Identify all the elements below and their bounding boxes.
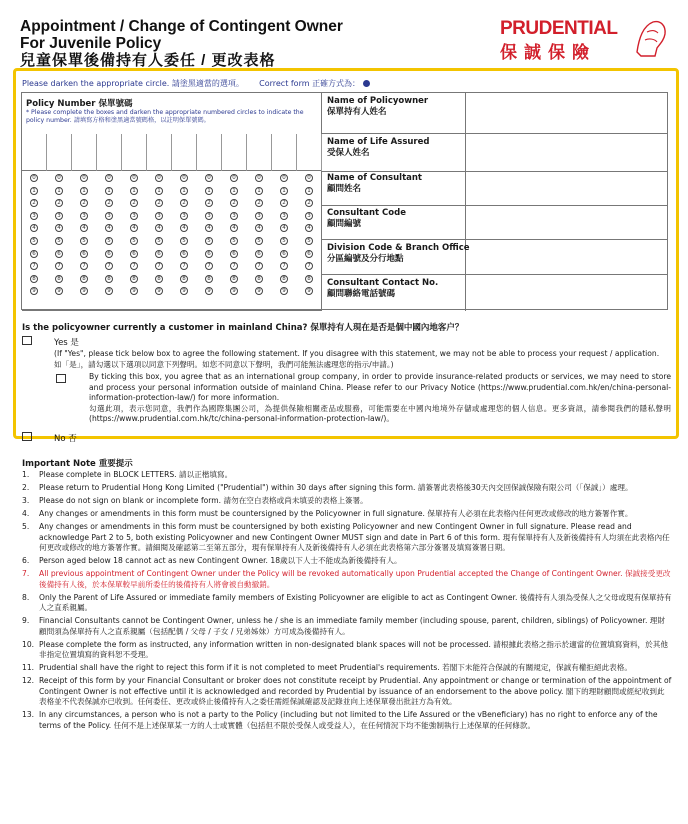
form-title-en-2: For Juvenile Policy — [20, 35, 162, 52]
life-assured-label-en: Name of Life Assured — [327, 137, 430, 147]
digit-bubble[interactable]: 6 — [180, 250, 188, 258]
digit-bubble[interactable]: 9 — [230, 287, 238, 295]
note-text: Any changes or amendments in this form must be countersigned by the Policyowner in full signature. 保單持有人必須在此表格內任何更改或修改的地方簽署作實。 — [39, 509, 633, 518]
note-number: 9. — [22, 616, 30, 625]
note-text: Please complete the form as instructed, any information written in non-designated blank spaces will not be processed. 請根據此表格之指示於適當的位置填寫資料，於其他非指定位置填寫的資料恕不受理。 — [39, 639, 668, 659]
digit-bubble[interactable]: 1 — [80, 187, 88, 195]
digit-bubble[interactable]: 0 — [155, 174, 163, 182]
digit-bubble[interactable]: 7 — [80, 262, 88, 270]
digit-bubble[interactable]: 4 — [280, 224, 288, 232]
digit-bubble[interactable]: 4 — [30, 224, 38, 232]
digit-bubble[interactable]: 4 — [105, 224, 113, 232]
important-note-item — [22, 593, 672, 614]
digit-bubble[interactable]: 5 — [80, 237, 88, 245]
digit-bubble[interactable]: 5 — [255, 237, 263, 245]
digit-bubble[interactable]: 9 — [80, 287, 88, 295]
digit-bubble[interactable]: 6 — [105, 250, 113, 258]
note-number: 2. — [22, 483, 30, 492]
digit-bubble[interactable]: 7 — [30, 262, 38, 270]
digit-box[interactable] — [297, 134, 322, 171]
digit-bubble[interactable]: 9 — [30, 287, 38, 295]
digit-bubble[interactable]: 7 — [105, 262, 113, 270]
consent-cn: 勾選此項，表示您同意，我們作為國際集團公司，為提供保險相關產品或服務，可能需要在中國內地境外存儲或處理您的個人信息。更多資訊，請參閱我們的隱私聲明 (https://www.prudential.com.hk/tc/china-personal-information-protection-law/)。 — [89, 403, 671, 423]
digit-bubble[interactable]: 6 — [205, 250, 213, 258]
life-assured-label — [327, 137, 429, 159]
important-note-item — [22, 496, 672, 507]
digit-bubble[interactable]: 8 — [230, 275, 238, 283]
note-text: Please return to Prudential Hong Kong Limited ("Prudential") within 30 days after signing this form. 請簽署此表格後30天內交回保誠保險有限公司（「保誠」）處理。 — [39, 483, 633, 492]
note-text: Person aged below 18 cannot act as new Contingent Owner. 18歲以下人士不能成為新後備持有人。 — [39, 556, 402, 565]
digit-box[interactable] — [272, 134, 297, 171]
important-note-item — [22, 483, 672, 494]
field-divider — [465, 93, 466, 311]
digit-bubble[interactable]: 2 — [130, 199, 138, 207]
digit-bubble[interactable]: 7 — [205, 262, 213, 270]
note-text: In any circumstances, a person who is not a party to the Policy (including but not limited to the Life Assured or the vBeneficiary) has no right to enforce any of the terms of the Policy. 任何不是上述保單某一方的人士或實體（包括但不限於受保人或受益人），在任何情況下均不能強制執行上述保單的任何條款。 — [39, 710, 658, 730]
digit-bubble[interactable]: 4 — [80, 224, 88, 232]
consultant-label — [327, 173, 422, 195]
digit-bubble[interactable]: 7 — [155, 262, 163, 270]
digit-bubble[interactable]: 3 — [230, 212, 238, 220]
prudential-logo — [500, 18, 670, 63]
policyowner-label-en: Name of Policyowner — [327, 96, 429, 106]
digit-bubble[interactable]: 7 — [280, 262, 288, 270]
digit-bubble[interactable]: 3 — [180, 212, 188, 220]
note-number: 13. — [22, 710, 35, 719]
digit-box[interactable] — [172, 134, 197, 171]
digit-box[interactable] — [97, 134, 122, 171]
logo-brand: PRUDENTIAL — [500, 18, 618, 39]
policy-grid — [21, 92, 668, 310]
digit-bubble[interactable]: 0 — [305, 174, 313, 182]
digit-bubble[interactable]: 1 — [180, 187, 188, 195]
digit-bubble[interactable]: 9 — [155, 287, 163, 295]
note-number: 8. — [22, 592, 30, 602]
digit-bubble[interactable]: 6 — [305, 250, 313, 258]
digit-bubble[interactable]: 0 — [80, 174, 88, 182]
policyowner-label — [327, 96, 428, 118]
digit-bubble[interactable]: 5 — [280, 237, 288, 245]
digit-bubble[interactable]: 3 — [155, 212, 163, 220]
field-rule — [322, 239, 668, 240]
note-text: Please do not sign on blank or incomplete form. 請勿在空白表格或尚未填妥的表格上簽署。 — [39, 496, 368, 505]
form-title-cn: 兒童保單後備持有人委任 / 更改表格 — [20, 52, 276, 69]
digit-bubble[interactable]: 8 — [205, 275, 213, 283]
digit-bubble[interactable]: 9 — [55, 287, 63, 295]
digit-bubble[interactable]: 7 — [130, 262, 138, 270]
correct-form-text: Correct form 正確方式為： — [259, 79, 361, 88]
digit-bubble[interactable]: 1 — [155, 187, 163, 195]
digit-bubble[interactable]: 2 — [305, 199, 313, 207]
digit-bubble[interactable]: 5 — [155, 237, 163, 245]
important-note-item — [22, 522, 672, 554]
digit-bubble[interactable]: 8 — [305, 275, 313, 283]
digit-bubble[interactable]: 4 — [130, 224, 138, 232]
consultant-code-label-en: Consultant Code — [327, 208, 406, 218]
digit-bubble[interactable]: 2 — [155, 199, 163, 207]
contact-label — [327, 278, 438, 300]
note-text: All previous appointment of Contingent Owner under the Policy will be revoked automatically upon Prudential accepted the Change of Contingent Owner. 保誠接受更改後備持有人後，於本保單較早前所委任的後備持有人將會被自動撤銷。 — [39, 569, 671, 589]
important-note-item — [22, 616, 672, 637]
digit-bubble[interactable]: 2 — [205, 199, 213, 207]
consultant-code-label — [327, 208, 406, 230]
digit-bubble[interactable]: 1 — [30, 187, 38, 195]
digit-bubble[interactable]: 8 — [280, 275, 288, 283]
digit-box[interactable] — [147, 134, 172, 171]
digit-bubble[interactable]: 3 — [130, 212, 138, 220]
field-rule — [322, 274, 668, 275]
digit-bubble[interactable]: 5 — [30, 237, 38, 245]
digit-bubble[interactable]: 2 — [280, 199, 288, 207]
digit-box[interactable] — [72, 134, 97, 171]
rock-icon — [633, 18, 669, 58]
digit-bubble[interactable]: 7 — [180, 262, 188, 270]
digit-bubble[interactable]: 9 — [180, 287, 188, 295]
digit-bubble[interactable]: 5 — [305, 237, 313, 245]
digit-bubble[interactable]: 3 — [280, 212, 288, 220]
digit-bubble[interactable]: 3 — [80, 212, 88, 220]
digit-bubble[interactable]: 9 — [205, 287, 213, 295]
important-note-item — [22, 640, 672, 661]
digit-bubble[interactable]: 3 — [205, 212, 213, 220]
form-title — [20, 18, 343, 69]
digit-bubble[interactable]: 3 — [255, 212, 263, 220]
consent-checkbox[interactable] — [56, 374, 66, 383]
digit-bubble[interactable]: 0 — [105, 174, 113, 182]
digit-bubble[interactable]: 8 — [155, 275, 163, 283]
digit-bubble[interactable]: 4 — [305, 224, 313, 232]
digit-bubble[interactable]: 6 — [255, 250, 263, 258]
digit-bubble[interactable]: 8 — [180, 275, 188, 283]
digit-bubble[interactable]: 8 — [30, 275, 38, 283]
digit-bubble[interactable]: 2 — [230, 199, 238, 207]
digit-bubble[interactable]: 4 — [155, 224, 163, 232]
division-label — [327, 243, 470, 265]
contact-label-cn: 顧問聯絡電話號碼 — [327, 289, 396, 299]
digit-bubble[interactable]: 5 — [55, 237, 63, 245]
digit-bubble[interactable]: 0 — [205, 174, 213, 182]
note-number: 10. — [22, 639, 35, 649]
note-number: 5. — [22, 522, 30, 531]
digit-bubble[interactable]: 1 — [130, 187, 138, 195]
yes-checkbox[interactable] — [22, 336, 32, 345]
digit-box[interactable] — [122, 134, 147, 171]
filled-circle-icon — [363, 80, 370, 87]
note-text: Receipt of this form by your Financial Consultant or broker does not constitute receipt by Prudential. Any appointment or change or termination of the appointment of Contingent Owner is not effective until it is acknowledged and recorded by Prudential by issuance of an endorsement to the above policy. 閣下的理財顧問或經紀收到此表格並不代表保誠亦已收到。任何委任、更改或終止後備持有人之委任需經保誠確認及記錄並向上述保單發出批註方為有效。 — [39, 676, 672, 706]
if-yes-cn: 如「是」，請勾選以下選項以同意下列聲明。如您不同意以下聲明，我們可能無法處理您的指示/申請。) — [54, 360, 394, 369]
note-number: 1. — [22, 470, 30, 479]
digit-bubble[interactable]: 1 — [105, 187, 113, 195]
consent-statement — [89, 372, 671, 425]
digit-bubble[interactable]: 0 — [230, 174, 238, 182]
digit-bubble[interactable]: 5 — [230, 237, 238, 245]
digit-bubble[interactable]: 9 — [280, 287, 288, 295]
digit-bubble[interactable]: 3 — [30, 212, 38, 220]
note-text: Any changes or amendments in this form must be countersigned by both existing Policyowner and new Contingent Owner in full signature. Please read and acknowledge Part 2 to 5, both existing Policyowner and new Contingent Owner MUST sign and date in Part 6 of this form. 現有保單持有人及新後備持有人均須在此表格內任何更改或修改的地方簽署作實。請細閱及確認第二至第五部分，現有保單持有人及新後備持有人必須在此表格第六部分簽署及填寫簽署日期。 — [39, 522, 670, 552]
no-checkbox[interactable] — [22, 432, 32, 441]
digit-bubble[interactable]: 2 — [180, 199, 188, 207]
digit-bubble[interactable]: 0 — [280, 174, 288, 182]
note-number: 3. — [22, 496, 30, 505]
if-yes-en: (If "Yes", please tick below box to agree the following statement. If you disagree with this statement, we may not be able to process your request / application. — [54, 349, 660, 358]
digit-bubble[interactable]: 9 — [105, 287, 113, 295]
digit-bubble[interactable]: 6 — [130, 250, 138, 258]
digit-bubble[interactable]: 1 — [280, 187, 288, 195]
digit-bubble[interactable]: 4 — [230, 224, 238, 232]
division-label-en: Division Code & Branch Office — [327, 243, 470, 253]
digit-bubble[interactable]: 7 — [230, 262, 238, 270]
important-note-title: Important Note 重要提示 — [22, 459, 133, 469]
digit-bubble[interactable]: 9 — [130, 287, 138, 295]
important-note-item — [22, 710, 672, 731]
note-number: 12. — [22, 676, 35, 685]
digit-bubble[interactable]: 0 — [130, 174, 138, 182]
digit-bubble[interactable]: 5 — [105, 237, 113, 245]
digit-bubble[interactable]: 2 — [105, 199, 113, 207]
darken-text: Please darken the appropriate circle. 請塗黑適當的選項。 — [22, 79, 244, 88]
digit-bubble[interactable]: 3 — [305, 212, 313, 220]
note-number: 4. — [22, 509, 30, 518]
if-yes-instruction — [54, 348, 674, 370]
digit-bubble[interactable]: 2 — [255, 199, 263, 207]
important-note-item — [22, 663, 672, 674]
digit-bubble[interactable]: 5 — [205, 237, 213, 245]
digit-bubble[interactable]: 5 — [180, 237, 188, 245]
digit-bubble[interactable]: 8 — [255, 275, 263, 283]
digit-bubble[interactable]: 4 — [255, 224, 263, 232]
important-note-item — [22, 676, 672, 708]
policy-number-label: Policy Number 保單號碼 — [26, 99, 133, 109]
digit-bubble[interactable]: 6 — [280, 250, 288, 258]
digit-bubble[interactable]: 1 — [205, 187, 213, 195]
digit-box[interactable] — [47, 134, 72, 171]
digit-box[interactable] — [22, 134, 47, 171]
no-label: No 否 — [54, 434, 77, 444]
field-rule — [322, 205, 668, 206]
digit-bubble[interactable]: 1 — [305, 187, 313, 195]
digit-bubble[interactable]: 9 — [305, 287, 313, 295]
digit-bubble[interactable]: 9 — [255, 287, 263, 295]
note-text: Prudential shall have the right to reject this form if it is not completed to meet Prudential's requirements. 若閣下未能符合保誠的有關規定，保誠有權拒絕此表格。 — [39, 663, 632, 672]
digit-bubble[interactable]: 8 — [55, 275, 63, 283]
digit-bubble[interactable]: 2 — [55, 199, 63, 207]
field-rule — [322, 171, 668, 172]
digit-bubble[interactable]: 1 — [255, 187, 263, 195]
division-label-cn: 分區編號及分行地點 — [327, 254, 404, 264]
digit-bubble[interactable]: 0 — [55, 174, 63, 182]
mainland-question: Is the policyowner currently a customer in mainland China? 保單持有人現在是否是個中國內地客户？ — [22, 323, 464, 333]
yes-label: Yes 是 — [54, 338, 79, 348]
digit-bubble[interactable]: 8 — [80, 275, 88, 283]
digit-bubble[interactable]: 1 — [230, 187, 238, 195]
digit-bubble[interactable]: 4 — [205, 224, 213, 232]
consultant-label-cn: 顧問姓名 — [327, 184, 362, 194]
digit-bubble[interactable]: 5 — [130, 237, 138, 245]
policy-number-note: * Please complete the boxes and darken the appropriate numbered circles to indicate the policy number. 請填寫方格和塗黑適當號碼格，以註明保單號碼。 — [26, 109, 304, 124]
contact-label-en: Consultant Contact No. — [327, 278, 439, 288]
digit-box[interactable] — [247, 134, 272, 171]
digit-box[interactable] — [222, 134, 247, 171]
life-assured-label-cn: 受保人姓名 — [327, 148, 370, 158]
digit-bubble[interactable]: 4 — [55, 224, 63, 232]
important-note-item — [22, 556, 672, 567]
note-text: Financial Consultants cannot be Contingent Owner, unless he / she is an immediate family member (including spouse, parent, children, siblings) of Policyowner. 理財顧問須為保單持有人之直系親屬（包括配偶 / 父母 / 子女 / 兄弟姊妹）方可成為後備持有人。 — [39, 616, 665, 636]
policyowner-label-cn: 保單持有人姓名 — [327, 107, 387, 117]
darken-instruction — [22, 78, 370, 89]
digit-bubble[interactable]: 6 — [80, 250, 88, 258]
digit-bubble[interactable]: 1 — [55, 187, 63, 195]
important-note-item — [22, 470, 672, 481]
form-title-en-1: Appointment / Change of Contingent Owner — [20, 18, 343, 35]
digit-bubble[interactable]: 7 — [255, 262, 263, 270]
digit-bubble[interactable]: 6 — [55, 250, 63, 258]
digit-bubble[interactable]: 0 — [180, 174, 188, 182]
consent-en: By ticking this box, you agree that as an international group company, in order to provide insurance-related products or services, we may need to store and process your personal information outside of mainland China. Please refer to our Privacy Notice (https://www.prudential.com.hk/en/china-personal-information-protection-law/) for more information. — [89, 372, 671, 402]
digit-bubble[interactable]: 8 — [130, 275, 138, 283]
digit-bubble[interactable]: 4 — [180, 224, 188, 232]
note-number: 6. — [22, 556, 30, 565]
digit-bubble[interactable]: 6 — [230, 250, 238, 258]
policy-number-box — [22, 93, 322, 311]
digit-bubble[interactable]: 2 — [30, 199, 38, 207]
digit-bubble[interactable]: 0 — [255, 174, 263, 182]
important-note-item — [22, 509, 672, 520]
digit-bubble[interactable]: 7 — [305, 262, 313, 270]
consultant-label-en: Name of Consultant — [327, 173, 422, 183]
digit-bubble[interactable]: 6 — [30, 250, 38, 258]
field-rule — [322, 133, 668, 134]
important-notes-list — [22, 470, 672, 734]
digit-bubble[interactable]: 0 — [30, 174, 38, 182]
consultant-code-label-cn: 顧問編號 — [327, 219, 362, 229]
digit-bubble[interactable]: 6 — [155, 250, 163, 258]
digit-bubble[interactable]: 3 — [105, 212, 113, 220]
digit-bubble[interactable]: 2 — [80, 199, 88, 207]
logo-brand-cn: 保誠保險 — [500, 43, 596, 63]
digit-bubble[interactable]: 7 — [55, 262, 63, 270]
note-number: 7. — [22, 569, 30, 578]
digit-bubble[interactable]: 3 — [55, 212, 63, 220]
policy-number-digit-boxes[interactable] — [22, 134, 322, 171]
important-note-item — [22, 569, 672, 590]
note-text: Only the Parent of Life Assured or immediate family members of Existing Policyowner are eligible to act as Contingent Owner. 後備持有人須為受保人之父母或現有保單持有人之直系親屬。 — [39, 592, 672, 612]
note-number: 11. — [22, 663, 35, 672]
digit-box[interactable] — [197, 134, 222, 171]
digit-bubble[interactable]: 8 — [105, 275, 113, 283]
note-text: Please complete in BLOCK LETTERS. 請以正楷填寫。 — [39, 470, 233, 479]
